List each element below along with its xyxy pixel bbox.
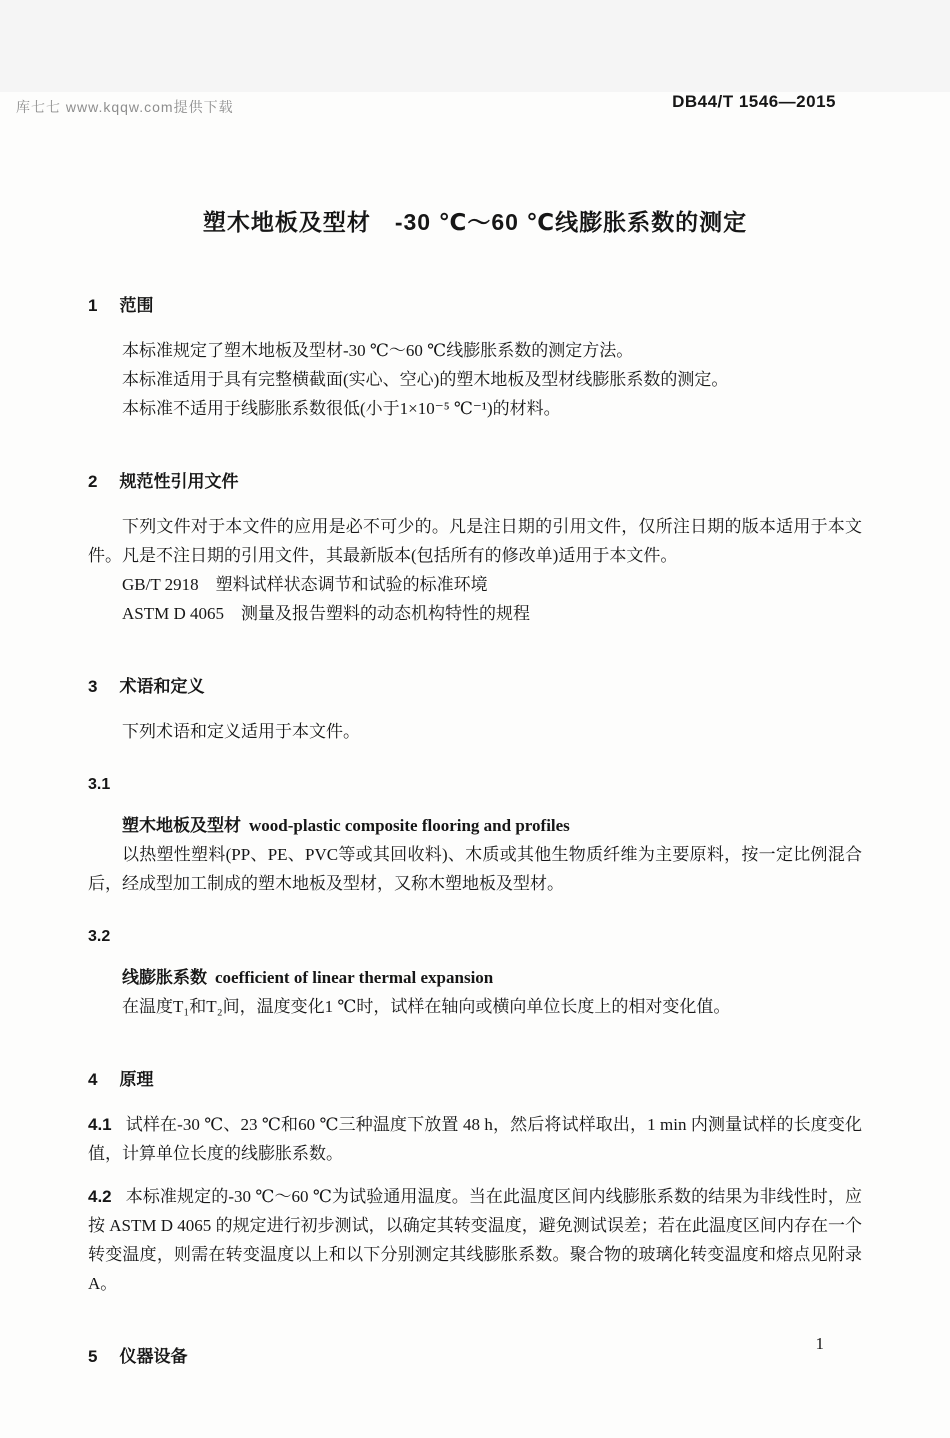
document-title: 塑木地板及型材 -30 ℃～60 ℃线膨胀系数的测定 (202, 209, 748, 235)
term-zh-label: 塑木地板及型材 (122, 816, 241, 835)
section-1-number: 1 (88, 296, 98, 315)
section-4-principle (88, 1065, 862, 1298)
section-2-heading (88, 467, 862, 492)
section-1-scope (88, 291, 862, 423)
term-zh-label: 线膨胀系数 (122, 968, 207, 987)
section-2-normative-references (88, 467, 862, 628)
page-number: 1 (815, 1334, 824, 1353)
section-1-heading (88, 291, 862, 316)
standard-number: DB44/T 1546—2015 (672, 92, 836, 111)
clause-4-2 (88, 1182, 862, 1298)
clause-4-1 (88, 1110, 862, 1168)
section-5-number: 5 (88, 1347, 98, 1366)
terms-intro-paragraph: 下列术语和定义适用于本文件。 (122, 722, 360, 741)
clause-4-1-text: 试样在-30 ℃、23 ℃和60 ℃三种温度下放置 48 h，然后将试样取出，1 min 内测量试样的长度变化值，计算单位长度的线膨胀系数。 (88, 1115, 862, 1163)
clause-3-1 (88, 770, 862, 898)
clause-3-1-number: 3.1 (88, 776, 111, 793)
section-3-heading (88, 672, 862, 697)
reference-item-gbt2918: GB/T 2918 塑料试样状态调节和试验的标准环境 (122, 575, 488, 594)
term-definition: 在温度T₁和T₂间，温度变化1 ℃时，试样在轴向或横向单位长度上的相对变化值。 (122, 997, 731, 1016)
clause-4-1-number: 4.1 (88, 1115, 112, 1134)
section-4-heading (88, 1065, 862, 1090)
section-5-title: 仪器设备 (119, 1347, 188, 1366)
section-3-title: 术语和定义 (119, 677, 205, 696)
reference-item-astmd4065: ASTM D 4065 测量及报告塑料的动态机构特性的规程 (122, 604, 531, 623)
clause-4-2-text: 本标准规定的-30 ℃～60 ℃为试验通用温度。当在此温度区间内线膨胀系数的结果为非线性时，应按 ASTM D 4065 的规定进行初步测试，以确定其转变温度，避免测试误差；若在此温度区间内存在一个转变温度，则需在转变温度以上和以下分别测定其线膨胀系数。聚合物的玻璃化转变温度和熔点见附录 A。 (88, 1187, 862, 1293)
scope-paragraph-2: 本标准适用于具有完整横截面(实心、空心)的塑木地板及型材线膨胀系数的测定。 (122, 370, 729, 389)
term-wood-plastic-composite (88, 811, 862, 840)
section-4-number: 4 (88, 1070, 98, 1089)
section-3-terms-and-definitions (88, 672, 862, 1021)
section-5-heading (88, 1342, 862, 1367)
clause-3-2-number: 3.2 (88, 928, 111, 945)
section-5-apparatus (88, 1342, 862, 1367)
section-2-number: 2 (88, 472, 98, 491)
section-1-title: 范围 (119, 296, 154, 315)
references-intro-paragraph: 下列文件对于本文件的应用是必不可少的。凡是注日期的引用文件，仅所注日期的版本适用于本文件。凡是不注日期的引用文件，其最新版本(包括所有的修改单)适用于本文件。 (88, 517, 862, 565)
watermark-text: 库七七 www.kqqw.com提供下载 (16, 99, 234, 115)
term-definition: 以热塑性塑料(PP、PE、PVC等或其回收料)、木质或其他生物质纤维为主要原料，按一定比例混合后，经成型加工制成的塑木地板及型材，又称木塑地板及型材。 (88, 845, 862, 893)
clause-3-2 (88, 922, 862, 1021)
term-linear-thermal-expansion (88, 963, 862, 992)
section-2-title: 规范性引用文件 (119, 472, 239, 491)
section-3-number: 3 (88, 677, 98, 696)
section-4-title: 原理 (119, 1070, 154, 1089)
scope-paragraph-1: 本标准规定了塑木地板及型材-30 ℃～60 ℃线膨胀系数的测定方法。 (122, 341, 634, 360)
term-en-label: wood-plastic composite flooring and profiles (249, 816, 570, 835)
clause-4-2-number: 4.2 (88, 1187, 112, 1206)
document-page (0, 92, 950, 1438)
scope-paragraph-3: 本标准不适用于线膨胀系数很低(小于1×10⁻⁵ ℃⁻¹)的材料。 (122, 399, 561, 418)
term-en-label: coefficient of linear thermal expansion (215, 968, 494, 987)
